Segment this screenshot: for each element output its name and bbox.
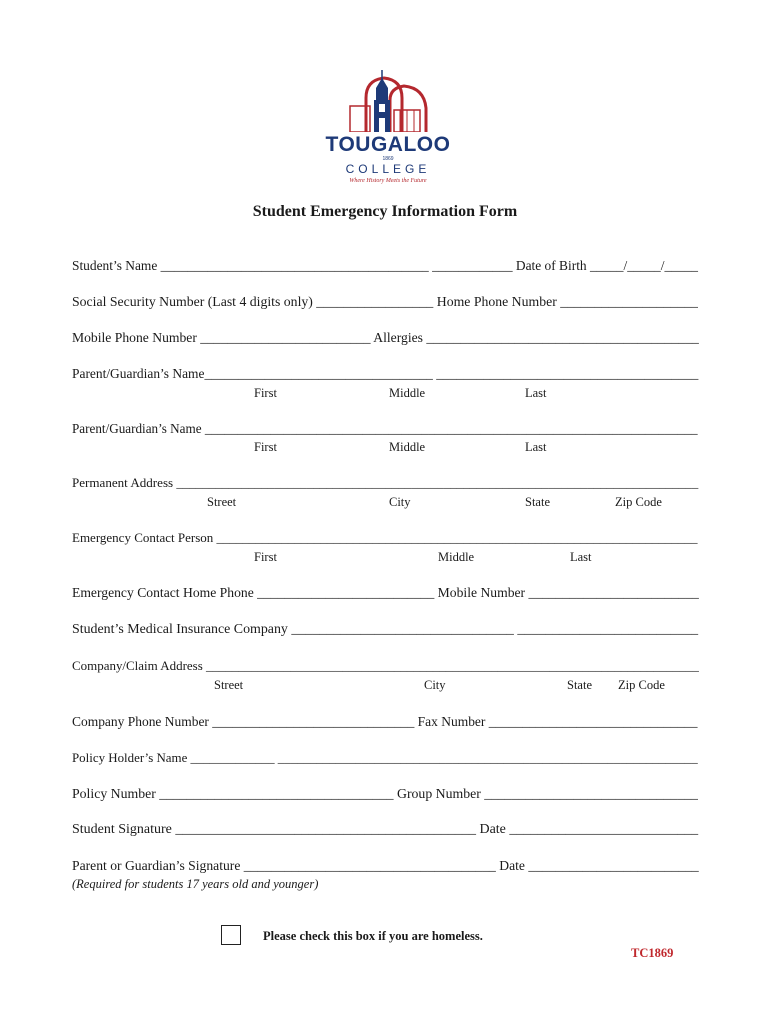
company-claim-address-line[interactable]: Company/Claim Address ____________________________________________________________________________	[72, 658, 699, 673]
required-note: (Required for students 17 years old and younger)	[72, 877, 319, 891]
company-phone-fax-line[interactable]: Company Phone Number ______________________________ Fax Number _______________________________	[72, 714, 698, 729]
form-title: Student Emergency Information Form	[252, 203, 518, 220]
sublabel-middle: Middle	[389, 440, 426, 454]
form-code: TC1869	[631, 946, 674, 960]
permanent-address-line[interactable]: Permanent Address ________________________________________________________________________________	[72, 475, 699, 490]
mobile-allergies-line[interactable]: Mobile Phone Number _________________________ Allergies ________________________________________	[72, 330, 699, 345]
sublabel-zip: Zip Code	[618, 678, 665, 692]
sublabel-last: Last	[525, 440, 547, 454]
policy-group-number-line[interactable]: Policy Number __________________________________ Group Number _______________________________	[72, 786, 698, 801]
sublabel-street: Street	[214, 678, 244, 692]
logo-name-line1: TOUGALOO	[325, 133, 451, 156]
parent-guardian-name-line-2[interactable]: Parent/Guardian’s Name ___________________________________________________________________________	[72, 421, 698, 436]
sublabel-state: State	[567, 678, 592, 692]
logo-tagline: Where History Meets the Future	[349, 178, 427, 184]
sublabel-first: First	[254, 440, 277, 454]
sublabel-state: State	[525, 495, 550, 509]
parent-signature-line[interactable]: Parent or Guardian’s Signature _____________________________________ Date _________________________	[72, 858, 699, 873]
sublabel-last: Last	[570, 550, 592, 564]
sublabel-middle: Middle	[438, 550, 475, 564]
college-chapel-emblem	[346, 70, 430, 132]
college-logo	[318, 70, 458, 192]
ssn-home-phone-line[interactable]: Social Security Number (Last 4 digits only) _________________ Home Phone Number ____________________	[72, 294, 698, 309]
medical-insurance-company-line[interactable]: Student’s Medical Insurance Company ________________________________ __________________________	[72, 622, 699, 637]
students-name-dob-line[interactable]: Student’s Name ________________________________________ ____________ Date of Birth _____/_____/_____	[72, 258, 698, 273]
sublabel-last: Last	[525, 386, 547, 400]
sublabel-city: City	[424, 678, 446, 692]
emergency-contact-person-line[interactable]: Emergency Contact Person __________________________________________________________________________	[72, 530, 698, 545]
logo-name-line2: COLLEGE	[345, 162, 431, 176]
homeless-checkbox[interactable]	[221, 925, 241, 945]
sublabel-first: First	[254, 386, 277, 400]
homeless-label: Please check this box if you are homeless.	[263, 929, 483, 943]
parent-guardian-name-line-1[interactable]: Parent/Guardian’s Name__________________________________ _______________________________________	[72, 366, 699, 381]
sublabel-street: Street	[207, 495, 237, 509]
student-signature-line[interactable]: Student Signature ___________________________________________ Date ___________________________	[72, 822, 699, 837]
sublabel-middle: Middle	[389, 386, 426, 400]
emergency-contact-phones-line[interactable]: Emergency Contact Home Phone __________________________ Mobile Number _________________________	[72, 585, 699, 600]
logo-year: 1869	[382, 156, 394, 162]
sublabel-city: City	[389, 495, 411, 509]
policy-holder-name-line[interactable]: Policy Holder’s Name _____________ _________________________________________________________________	[72, 750, 698, 765]
sublabel-zip: Zip Code	[615, 495, 662, 509]
sublabel-first: First	[254, 550, 277, 564]
